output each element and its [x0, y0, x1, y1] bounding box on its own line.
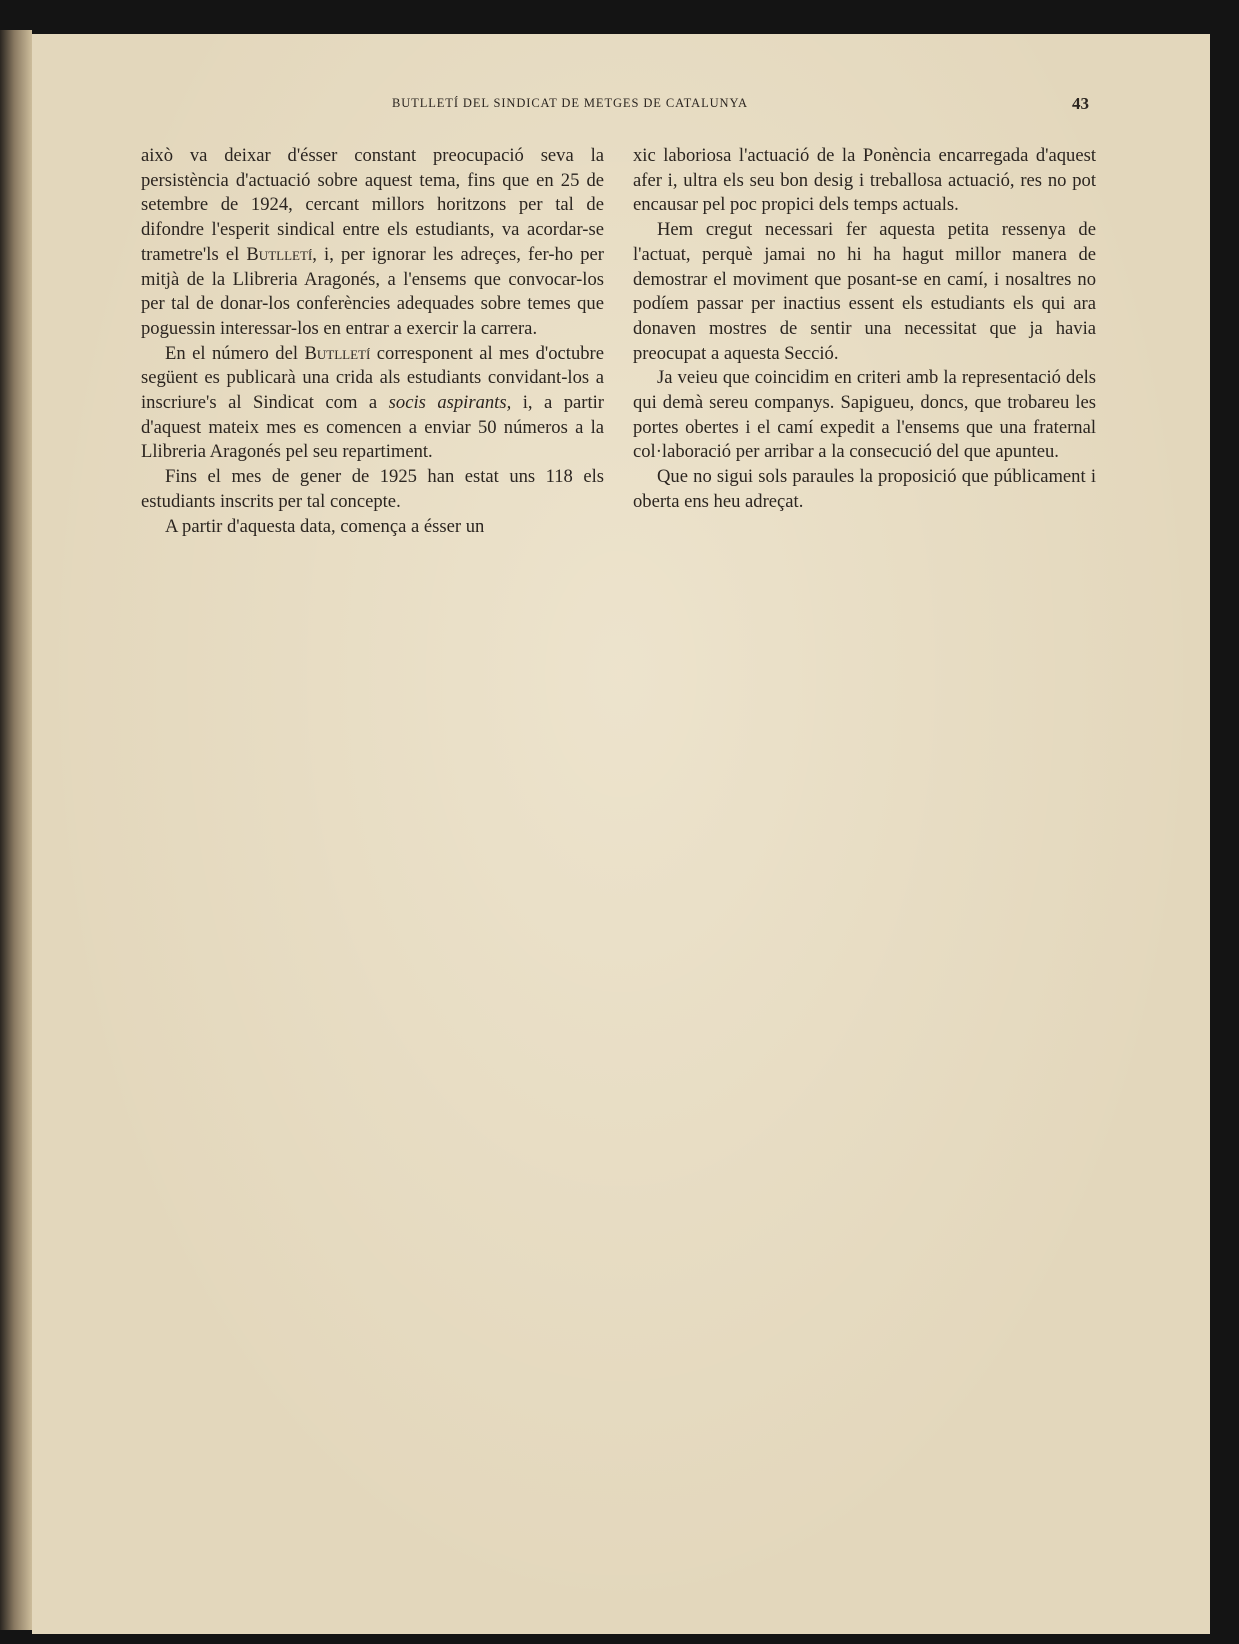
- publication-name: Butlletí: [246, 243, 313, 265]
- document-page: [32, 34, 1210, 1634]
- paragraph-text: , i, per ignorar les adreçes, fer-ho per mitjà de la Llibreria Aragonés, a l'ensems que convocar-los per tal de donar-los conferències adequades sobre temes que poguessin interessar-los en entrar a exercir la carrera.: [141, 243, 604, 339]
- page-number: 43: [1072, 94, 1089, 113]
- paragraph: A partir d'aquesta data, comença a ésser un: [165, 515, 485, 537]
- paragraph: Ja veieu que coincidim en criteri amb la representació dels qui demà sereu companys. Sapigueu, doncs, que trobareu les portes obertes i el camí expedit a l'ensems que una fraternal col·laboració per arribar a la consecució del que apunteu.: [633, 367, 1096, 463]
- page-header: [32, 94, 1210, 114]
- paragraph-text: i, a partir d'aquest mateix mes es comencen a enviar 50 números a la Llibreria Aragonés pel seu repartiment.: [141, 392, 604, 463]
- paragraph: Hem cregut necessari fer aquesta petita ressenya de l'actuat, perquè jamai no hi ha hagut millor manera de demostrar el moviment que posant-se en camí, i nosaltres no podíem passar per inactius essent els estudiants els qui ara donaven mostres de sentir una necessitat que ja havia preocupat a aquesta Secció.: [633, 219, 1096, 364]
- right-column: [633, 144, 1096, 515]
- publication-name: Butlletí: [304, 342, 371, 364]
- emphasis-text: socis aspirants,: [388, 392, 512, 414]
- left-column: [141, 144, 604, 539]
- paragraph: Fins el mes de gener de 1925 han estat uns 118 els estudiants inscrits per tal concepte.: [141, 466, 604, 512]
- paragraph: Que no sigui sols paraules la proposició que públicament i oberta ens heu adreçat.: [633, 466, 1096, 512]
- paragraph: xic laboriosa l'actuació de la Ponència encarregada d'aquest afer i, ultra els seu bon desig i treballosa actuació, res no pot encausar pel poc propici dels temps actuals.: [633, 145, 1096, 216]
- running-title: BUTLLETÍ DEL SINDICAT DE METGES DE CATALUNYA: [392, 96, 748, 110]
- book-binding-edge: [0, 30, 32, 1630]
- paragraph-text: això va deixar d'ésser constant preocupació seva la persistència d'actuació sobre aquest tema, fins que en 25 de setembre de 1924, cercant millors horitzons per tal de difondre l'esperit sindical entre els estudiants, va acordar-se trametre'ls el: [141, 145, 604, 265]
- paragraph: [141, 342, 604, 466]
- paragraph-text: En el número del: [165, 342, 305, 364]
- paragraph-text: corresponent al mes d'octubre següent es publicarà una crida als estudiants convidant-los a inscriure's al Sindicat com a: [141, 342, 604, 414]
- paragraph: [141, 144, 604, 342]
